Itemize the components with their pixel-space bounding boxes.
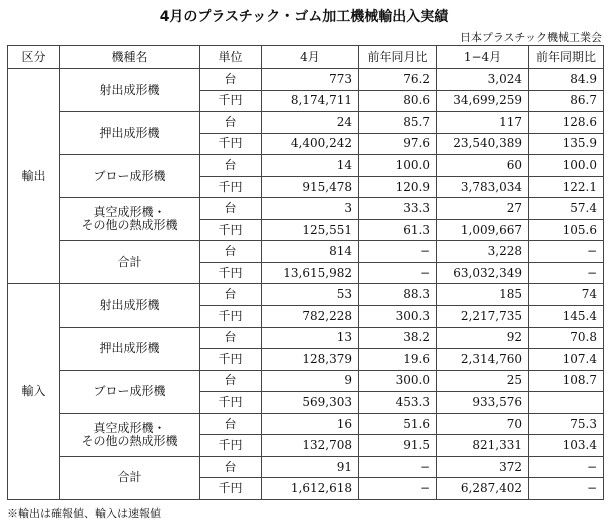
yoy-period-value: − [529, 241, 604, 263]
april-value: 569,303 [262, 392, 359, 414]
page-title: 4月のプラスチック・ゴム加工機械輸出入実績 [159, 9, 449, 25]
unit-cell: 台 [200, 370, 262, 392]
unit-cell: 千円 [200, 435, 262, 457]
table-row [8, 241, 604, 263]
unit-cell: 千円 [200, 349, 262, 371]
april-value: 3 [262, 198, 359, 220]
yoy-period-value: 74 [529, 284, 604, 306]
footnote: ※輸出は確報値、輸入は速報値 [7, 507, 161, 520]
april-value: 915,478 [262, 176, 359, 198]
yoy-month-value: − [359, 241, 437, 263]
jan-apr-value: 117 [437, 112, 529, 134]
yoy-month-value: − [359, 478, 437, 500]
jan-apr-value: 27 [437, 198, 529, 220]
yoy-period-value: − [529, 456, 604, 478]
machine-name [60, 112, 200, 155]
table-row [8, 327, 604, 349]
section-label: 輸入 [8, 284, 60, 500]
header-unit: 単位 [200, 46, 262, 69]
yoy-month-value: 453.3 [359, 392, 437, 414]
unit-cell: 千円 [200, 306, 262, 328]
jan-apr-value: 92 [437, 327, 529, 349]
yoy-period-value: 103.4 [529, 435, 604, 457]
yoy-period-value: − [529, 262, 604, 284]
machine-name [60, 241, 200, 284]
april-value: 13,615,982 [262, 262, 359, 284]
yoy-period-value: 57.4 [529, 198, 604, 220]
yoy-month-value: 300.3 [359, 306, 437, 328]
machine-name [60, 413, 200, 456]
jan-apr-value: 3,228 [437, 241, 529, 263]
yoy-period-value: 100.0 [529, 155, 604, 177]
unit-cell: 千円 [200, 262, 262, 284]
unit-cell: 台 [200, 241, 262, 263]
section-label: 輸出 [8, 69, 60, 284]
april-value: 8,174,711 [262, 90, 359, 112]
header-category: 区分 [8, 46, 60, 69]
yoy-month-value: 80.6 [359, 90, 437, 112]
machine-name [60, 155, 200, 198]
machine-name-line: その他の熱成形機 [81, 433, 178, 448]
april-value: 16 [262, 413, 359, 435]
jan-apr-value: 6,287,402 [437, 478, 529, 500]
yoy-period-value: 145.4 [529, 306, 604, 328]
unit-cell: 千円 [200, 133, 262, 155]
unit-cell: 千円 [200, 176, 262, 198]
yoy-month-value: 76.2 [359, 69, 437, 91]
april-value: 53 [262, 284, 359, 306]
machine-name-line: 押出成形機 [99, 341, 160, 356]
jan-apr-value: 60 [437, 155, 529, 177]
yoy-month-value: 91.5 [359, 435, 437, 457]
jan-apr-value: 3,783,034 [437, 176, 529, 198]
header-machine-type: 機種名 [60, 46, 200, 69]
table-row [8, 413, 604, 435]
unit-cell: 台 [200, 456, 262, 478]
machine-name-line: ブロー成形機 [93, 168, 166, 183]
table-row [8, 155, 604, 177]
unit-cell: 台 [200, 112, 262, 134]
machine-name-line: ブロー成形機 [93, 384, 166, 399]
yoy-period-value: − [529, 478, 604, 500]
unit-cell: 千円 [200, 478, 262, 500]
machine-name [60, 327, 200, 370]
april-value: 24 [262, 112, 359, 134]
unit-cell: 台 [200, 155, 262, 177]
yoy-month-value: 19.6 [359, 349, 437, 371]
machine-name-line: 合計 [117, 470, 142, 485]
april-value: 814 [262, 241, 359, 263]
yoy-period-value [529, 392, 604, 414]
unit-cell: 台 [200, 327, 262, 349]
yoy-period-value: 108.7 [529, 370, 604, 392]
yoy-month-value: 97.6 [359, 133, 437, 155]
yoy-month-value: − [359, 456, 437, 478]
yoy-period-value: 105.6 [529, 219, 604, 241]
table-row [8, 370, 604, 392]
table-body [8, 69, 604, 500]
header-row [8, 46, 604, 69]
yoy-period-value: 135.9 [529, 133, 604, 155]
yoy-month-value: 38.2 [359, 327, 437, 349]
april-value: 91 [262, 456, 359, 478]
jan-apr-value: 933,576 [437, 392, 529, 414]
table-row [8, 112, 604, 134]
jan-apr-value: 821,331 [437, 435, 529, 457]
april-value: 14 [262, 155, 359, 177]
jan-apr-value: 3,024 [437, 69, 529, 91]
unit-cell: 台 [200, 284, 262, 306]
yoy-month-value: 51.6 [359, 413, 437, 435]
yoy-month-value: − [359, 262, 437, 284]
april-value: 782,228 [262, 306, 359, 328]
april-value: 132,708 [262, 435, 359, 457]
jan-apr-value: 25 [437, 370, 529, 392]
table-row [8, 198, 604, 220]
yoy-month-value: 100.0 [359, 155, 437, 177]
unit-cell: 千円 [200, 219, 262, 241]
machine-name-line: その他の熱成形機 [81, 218, 178, 233]
yoy-period-value: 70.8 [529, 327, 604, 349]
jan-apr-value: 63,032,349 [437, 262, 529, 284]
april-value: 9 [262, 370, 359, 392]
table-row [8, 456, 604, 478]
april-value: 125,551 [262, 219, 359, 241]
machine-name-line: 合計 [117, 254, 142, 269]
yoy-period-value: 84.9 [529, 69, 604, 91]
yoy-month-value: 33.3 [359, 198, 437, 220]
jan-apr-value: 70 [437, 413, 529, 435]
jan-apr-value: 1,009,667 [437, 219, 529, 241]
yoy-period-value: 75.3 [529, 413, 604, 435]
yoy-month-value: 88.3 [359, 284, 437, 306]
machine-name-line: 真空成形機・ [93, 205, 166, 220]
machine-name-line: 射出成形機 [99, 298, 160, 313]
machine-name [60, 456, 200, 499]
yoy-period-value: 107.4 [529, 349, 604, 371]
unit-cell: 台 [200, 198, 262, 220]
source-label: 日本プラスチック機械工業会 [459, 31, 602, 44]
unit-cell: 千円 [200, 90, 262, 112]
unit-cell: 台 [200, 413, 262, 435]
machine-name [60, 69, 200, 112]
unit-cell: 千円 [200, 392, 262, 414]
machine-name-line: 射出成形機 [99, 82, 160, 97]
april-value: 128,379 [262, 349, 359, 371]
jan-apr-value: 2,314,760 [437, 349, 529, 371]
table-row [8, 69, 604, 91]
jan-apr-value: 372 [437, 456, 529, 478]
unit-cell: 台 [200, 69, 262, 91]
yoy-month-value: 61.3 [359, 219, 437, 241]
machine-name-line: 押出成形機 [99, 125, 160, 140]
yoy-month-value: 300.0 [359, 370, 437, 392]
yoy-period-value: 86.7 [529, 90, 604, 112]
april-value: 1,612,618 [262, 478, 359, 500]
header-jan-apr: 1−4月 [437, 46, 529, 69]
april-value: 4,400,242 [262, 133, 359, 155]
table-row [8, 284, 604, 306]
yoy-month-value: 85.7 [359, 112, 437, 134]
machine-name-line: 真空成形機・ [93, 420, 166, 435]
yoy-month-value: 120.9 [359, 176, 437, 198]
yoy-period-value: 122.1 [529, 176, 604, 198]
yoy-period-value: 128.6 [529, 112, 604, 134]
machine-name [60, 284, 200, 327]
jan-apr-value: 185 [437, 284, 529, 306]
jan-apr-value: 23,540,389 [437, 133, 529, 155]
jan-apr-value: 2,217,735 [437, 306, 529, 328]
machine-name [60, 198, 200, 241]
header-yoy-period: 前年同期比 [529, 46, 604, 69]
trade-table [7, 45, 604, 500]
header-april: 4月 [262, 46, 359, 69]
april-value: 13 [262, 327, 359, 349]
header-yoy-month: 前年同月比 [359, 46, 437, 69]
machine-name [60, 370, 200, 413]
jan-apr-value: 34,699,259 [437, 90, 529, 112]
april-value: 773 [262, 69, 359, 91]
